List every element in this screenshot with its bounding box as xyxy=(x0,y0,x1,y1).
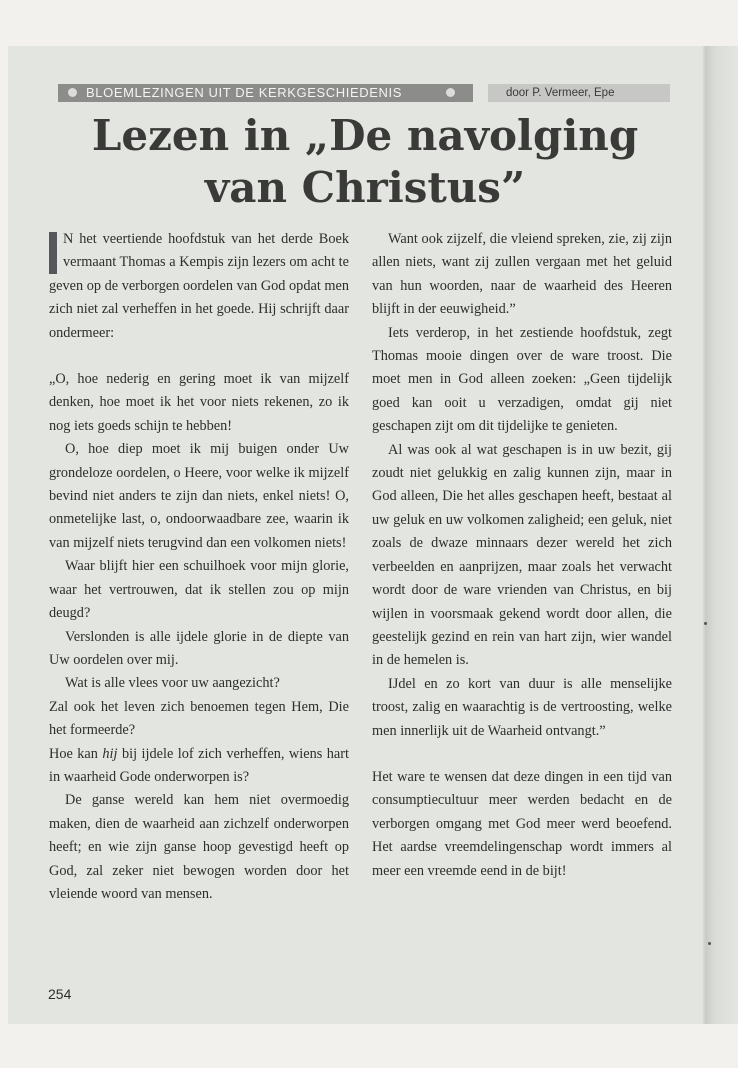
quote-paragraph: De ganse wereld kan hem niet overmoedig maken, dien de waarheid aan zichzelf onderworpen heeft; en wie zijn ganse hoop gevestigd heeft op God, zal zeker niet bewogen worden door het vleiende woord van mensen. xyxy=(49,792,349,902)
left-column xyxy=(49,228,349,906)
quote-paragraph: „O, hoe nederig en gering moet ik van mijzelf denken, hoe moet ik het voor niets rekenen, zo ik nog iets goeds schijn te hebben! xyxy=(49,371,349,434)
scan-speck xyxy=(704,622,707,625)
page-number: 254 xyxy=(48,986,72,1002)
quote-paragraph: Zal ook het leven zich benoemen tegen Hem, Die het formeerde? xyxy=(49,698,349,739)
title-line-1: Lezen in „De navolging xyxy=(91,111,639,160)
ornament-dot-icon xyxy=(446,88,455,97)
title-line-2: van Christus” xyxy=(204,163,526,212)
author-byline: door P. Vermeer, Epe xyxy=(488,84,670,102)
article-title xyxy=(40,110,690,214)
closing-paragraph: Het ware te wensen dat deze dingen in een tijd van consumptiecultuur meer werden bedacht en de verborgen omgang met God meer werd beoefend. Het aardse vreemdelingenschap wordt immers al meer een vreemde eend in de bijt! xyxy=(372,768,672,879)
quote-paragraph: Al was ook al wat geschapen is in uw bezit, gij zoudt niet gelukkig en zalig kunnen zijn, maar in God alleen, Die het alles geschapen heeft, bestaat al uw geluk en uw volkomen zaligheid; een geluk, niet zoals de dwaze minnaars dezer wereld het zich verbeelden en aanprijzen, maar zoals het verwacht wordt door de ware vrienden van Christus, en bij wijlen in voorsmaak gekend wordt door allen, die geestelijk gezind en rein van hart zijn, wier wandel in de hemelen is. xyxy=(372,441,672,669)
body-paragraph: Iets verderop, in het zestiende hoofdstuk, zegt Thomas mooie dingen over de ware troost. Die moet men in God alleen zoeken: „Geen tijdelijk goed kan ooit u verzadigen, omdat gij niet geschapen zijt om dit tijdelijke te genieten. xyxy=(372,324,672,435)
scan-speck xyxy=(708,942,711,945)
quote-paragraph: O, hoe diep moet ik mij buigen onder Uw grondeloze oordelen, o Heere, voor welke ik mijzelf bevind niet anders te zijn dan niets, enkel niets! O, onmetelijke last, o, ondoorwaadbare zee, waarin ik van mijzelf niets terugvind dan een volkomen niets! xyxy=(49,441,349,551)
facing-page-edge xyxy=(706,46,738,1024)
quote-paragraph: Hoe kan hij bij ijdele lof zich verheffen, wiens hart in waarheid Gode onderworpen is? xyxy=(49,745,349,785)
quote-paragraph: Want ook zijzelf, die vleiend spreken, zie, zij zijn allen niets, want zij zullen vergaan met het geluid van hun woorden, naar de waarheid des Heeren blijft in der eeuwigheid.” xyxy=(372,231,672,318)
right-column xyxy=(372,228,672,883)
quote-paragraph: Waar blijft hier een schuilhoek voor mijn glorie, waar het vertrouwen, dat ik stellen zou op mijn deugd? xyxy=(49,558,349,622)
series-text: BLOEMLEZINGEN UIT DE KERKGESCHIEDENIS xyxy=(86,85,402,100)
intro-paragraph: N het veertiende hoofdstuk van het derde Boek vermaant Thomas a Kempis zijn lezers om acht te geven op de verborgen oordelen van God opdat men zich niet zal verheffen in het goede. Hij schrijft daar ondermeer: xyxy=(49,231,349,341)
quote-paragraph: Verslonden is alle ijdele glorie in de diepte van Uw oordelen over mij. xyxy=(49,628,349,668)
series-label xyxy=(58,84,473,102)
quote-paragraph: IJdel en zo kort van duur is alle menselijke troost, zalig en waarachtig is de vertroosting, welke men innerlijk uit de Waarheid ontvangt.” xyxy=(372,675,672,739)
dropcap-letter xyxy=(49,232,57,274)
quote-paragraph: Wat is alle vlees voor uw aangezicht? xyxy=(65,675,280,692)
header-bar xyxy=(58,84,670,102)
paragraph-gap xyxy=(372,743,672,766)
ornament-dot-icon xyxy=(68,88,77,97)
paragraph-gap xyxy=(49,345,349,368)
